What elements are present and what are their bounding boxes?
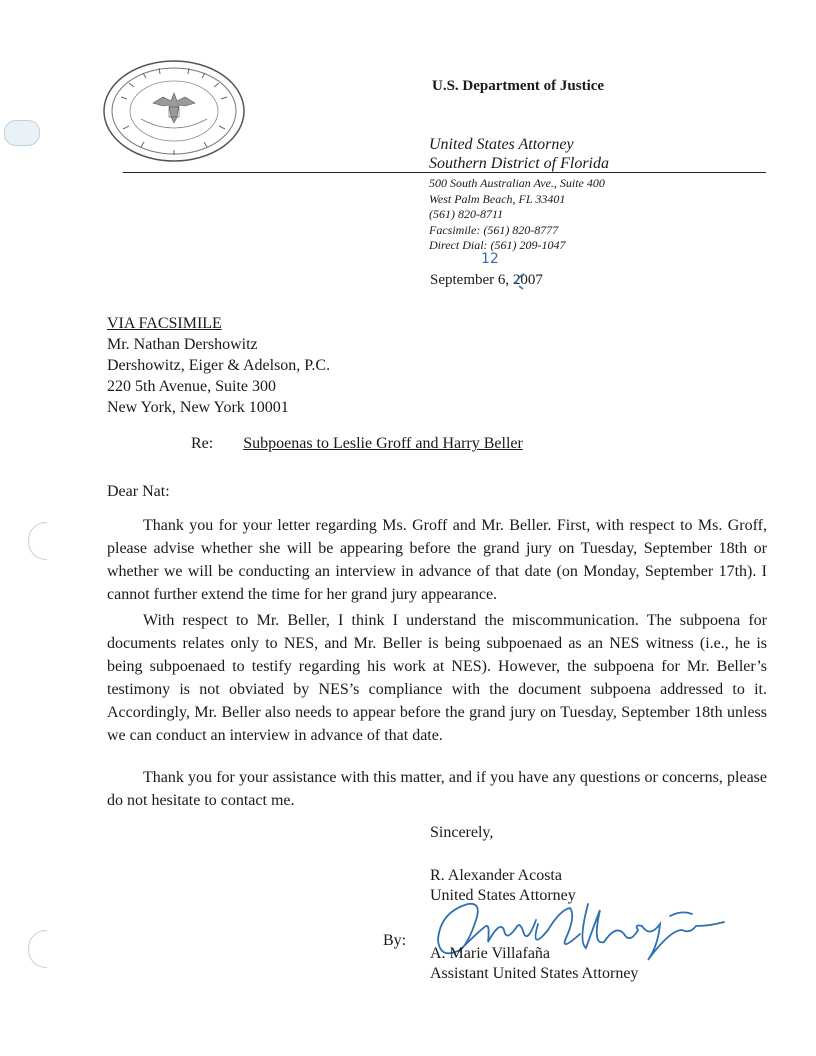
signer-block [430,944,638,984]
date-year: , 2007 [505,272,543,288]
address-line: 500 South Australian Ave., Suite 400 [429,176,605,190]
address-line: West Palm Beach, FL 33401 [429,191,566,206]
body-paragraph: Thank you for your letter regarding Ms. Groff and Mr. Beller. First, with respect to Ms. Groff, please advise whether she will be appearing before the grand jury on Tuesday, September 18th or whether we will be conducting an interview in advance of that date (on Monday, September 17th). I cannot further extend the time for her grand jury appearance. [107,517,767,603]
date-correction-stroke [513,270,527,290]
re-line [191,435,523,453]
signatory-title: United States Attorney [430,887,576,904]
handwritten-date-correction: 12 [481,251,499,267]
department-name: U.S. Department of Justice [432,78,605,94]
recipient-line: 220 5th Avenue, Suite 300 [107,378,277,395]
body-paragraph: Thank you for your assistance with this matter, and if you have any questions or concerns, please do not hesitate to contact me. [107,769,767,809]
punch-hole-icon [28,930,47,968]
doj-seal-icon [101,59,247,163]
by-label: By: [383,932,407,949]
signer-title: Assistant United States Attorney [430,965,639,982]
letterhead-rule [123,172,766,173]
office-name [429,135,609,173]
signatory-name: R. Alexander Acosta [430,867,562,884]
address-line: Direct Dial: (561) 209-1047 [429,238,566,252]
recipient-line: Mr. Nathan Dershowitz [107,336,258,353]
closing: Sincerely, [430,824,494,841]
office-address [429,176,605,254]
delivery-method: VIA FACSIMILE [107,315,222,332]
recipient-line: Dershowitz, Eiger & Adelson, P.C. [107,357,331,374]
punch-hole-icon [28,522,47,560]
office-line: United States Attorney [429,136,574,153]
date-day: 6 [497,272,506,288]
re-subject: Subpoenas to Leslie Groff and Harry Beller [243,435,523,452]
recipient-block [107,313,330,418]
page-tab-mark [4,120,40,146]
recipient-line: New York, New York 10001 [107,399,289,416]
address-line: (561) 820-8711 [429,207,504,221]
salutation: Dear Nat: [107,483,170,500]
date-month: September [430,272,495,288]
re-label: Re: [191,435,214,452]
body-paragraph: With respect to Mr. Beller, I think I understand the miscommunication. The subpoena for documents relates only to NES, and Mr. Beller is being subpoenaed as an NES witness (i.e., he is being subpoenaed to testify regarding his work at NES). However, the subpoena for Mr. Beller’s testimony is not obviated by NES’s compliance with the document subpoena addressed to it. Accordingly, Mr. Beller also needs to appear before the grand jury on Tuesday, September 18th unless we can conduct an interview in advance of that date. [107,612,767,744]
office-line: Southern District of Florida [429,155,609,172]
signer-name: A. Marie Villafaña [430,945,551,962]
address-line: Facsimile: (561) 820-8777 [429,222,559,237]
